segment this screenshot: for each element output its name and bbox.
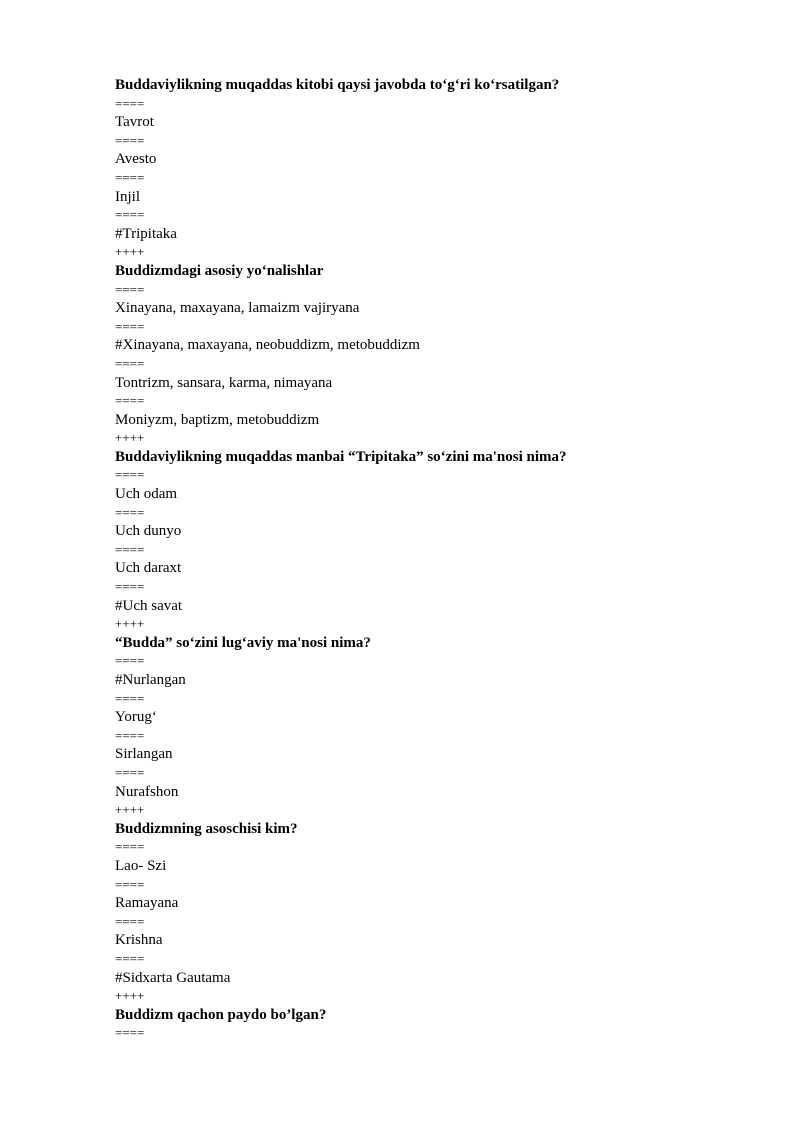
answer-option: Krishna xyxy=(115,932,163,949)
option-separator: ==== xyxy=(115,207,145,223)
answer-option: Tontrizm, sansara, karma, nimayana xyxy=(115,374,333,391)
answer-option: Moniyzm, baptizm, metobuddizm xyxy=(115,411,320,428)
correct-answer-option: #Nurlangan xyxy=(115,672,186,688)
option-separator: ==== xyxy=(115,355,145,371)
answer-option: Uch odam xyxy=(115,486,178,503)
answer-option: Uch dunyo xyxy=(115,523,182,540)
correct-answer-option: #Xinayana, maxayana, neobuddizm, metobuddizm xyxy=(115,337,420,354)
option-separator: ==== xyxy=(115,579,145,595)
question-separator: ++++ xyxy=(115,430,145,446)
answer-option: Lao- Szi xyxy=(115,857,167,874)
question-separator: ++++ xyxy=(115,988,145,1004)
option-separator: ==== xyxy=(115,653,145,669)
option-separator: ==== xyxy=(115,1025,145,1041)
answer-option: Nurafshon xyxy=(115,783,179,800)
question-separator: ++++ xyxy=(115,616,145,632)
option-separator: ==== xyxy=(115,95,145,111)
question-text: Buddaviylikning muqaddas kitobi qaysi javobda to‘g‘ri ko‘rsatilgan? xyxy=(115,77,560,93)
option-separator: ==== xyxy=(115,839,145,855)
answer-option: Uch daraxt xyxy=(115,560,182,577)
option-separator: ==== xyxy=(115,504,145,520)
option-separator: ==== xyxy=(115,393,145,409)
answer-option: Injil xyxy=(115,188,140,205)
option-separator: ==== xyxy=(115,541,145,557)
correct-answer-option: #Sidxarta Gautama xyxy=(115,969,231,986)
question-text: Buddizmdagi asosiy yo‘nalishlar xyxy=(115,262,324,279)
answer-option: Ramayana xyxy=(115,895,179,912)
answer-option: Avesto xyxy=(115,151,157,168)
correct-answer-option: #Tripitaka xyxy=(115,225,177,242)
question-separator: ++++ xyxy=(115,802,145,818)
option-separator: ==== xyxy=(115,950,145,966)
answer-option: Xinayana, maxayana, lamaizm vajiryana xyxy=(115,300,360,317)
option-separator: ==== xyxy=(115,467,145,483)
question-text: Buddizmning asoschisi kim? xyxy=(115,820,298,837)
option-separator: ==== xyxy=(115,913,145,929)
option-separator: ==== xyxy=(115,764,145,780)
answer-option: Yorug‘ xyxy=(115,709,157,726)
option-separator: ==== xyxy=(115,727,145,743)
correct-answer-option: #Uch savat xyxy=(115,597,183,614)
answer-option: Sirlangan xyxy=(115,746,173,763)
answer-option: Tavrot xyxy=(115,114,154,131)
option-separator: ==== xyxy=(115,132,145,148)
question-text: Buddaviylikning muqaddas manbai “Tripitaka” so‘zini ma'nosi nima? xyxy=(115,448,567,465)
option-separator: ==== xyxy=(115,876,145,892)
document-page xyxy=(115,76,735,1043)
question-separator: ++++ xyxy=(115,244,145,260)
option-separator: ==== xyxy=(115,169,145,185)
question-text: Buddizm qachon paydo bo’lgan? xyxy=(115,1006,327,1023)
option-separator: ==== xyxy=(115,281,145,297)
question-text: “Budda” so‘zini lug‘aviy ma'nosi nima? xyxy=(115,634,371,651)
option-separator: ==== xyxy=(115,318,145,334)
option-separator: ==== xyxy=(115,690,145,706)
